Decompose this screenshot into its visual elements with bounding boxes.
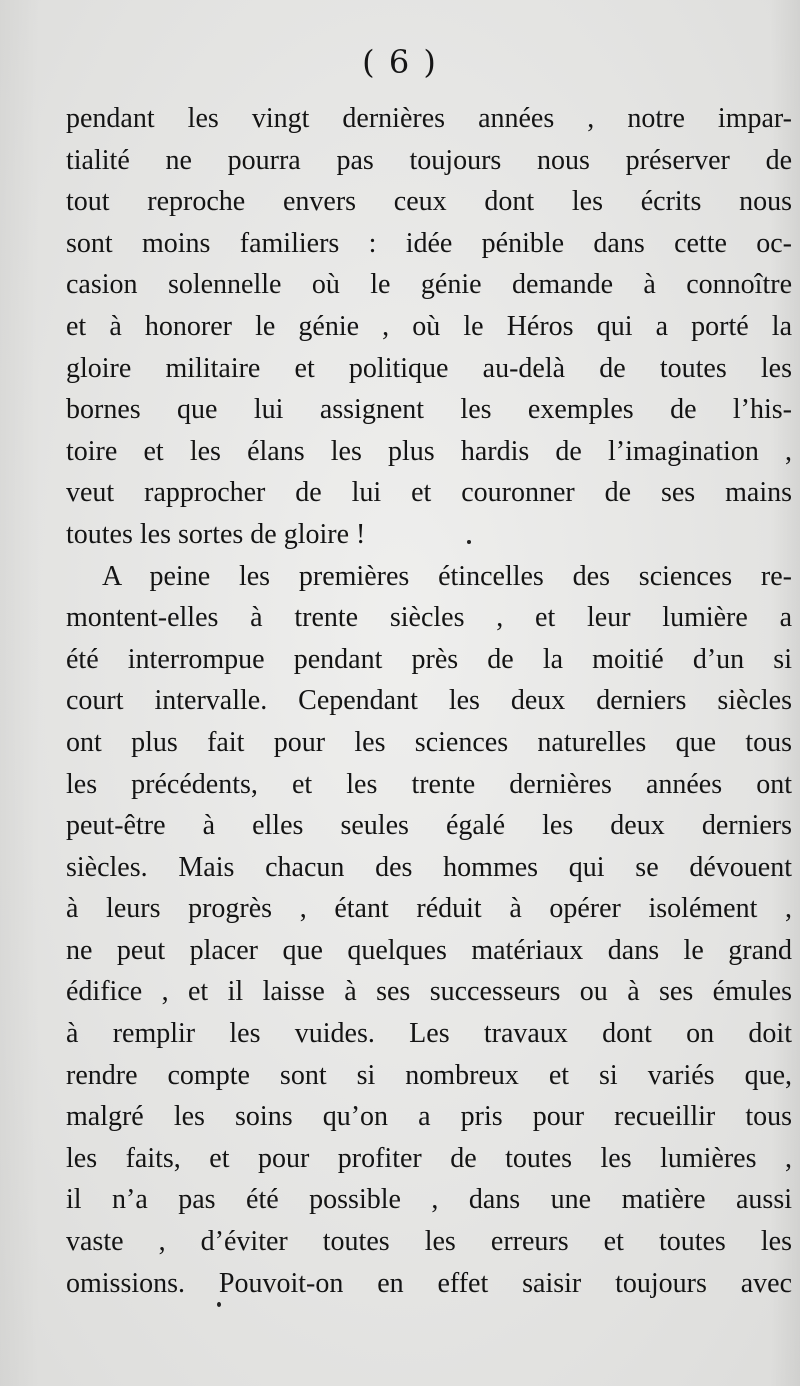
text-line: rendre compte sont si nombreux et si variés que, xyxy=(66,1059,792,1091)
paragraph-1 xyxy=(66,98,792,556)
body-text xyxy=(66,98,792,1304)
page-number: ( 6 ) xyxy=(362,43,438,81)
text-line: A peine les premières étincelles des sciences re- xyxy=(102,560,792,592)
ink-speck xyxy=(217,1302,221,1307)
text-line: édifice , et il laisse à ses successeurs ou à ses émules xyxy=(66,976,792,1008)
text-line: vaste , d’éviter toutes les erreurs et toutes les xyxy=(66,1226,792,1258)
text-line: à remplir les vuides. Les travaux dont on doit xyxy=(66,1018,792,1050)
text-line: siècles. Mais chacun des hommes qui se dévouent xyxy=(66,851,792,883)
text-line: gloire militaire et politique au-delà de toutes les xyxy=(66,352,792,384)
text-line: toire et les élans les plus hardis de l’imagination , xyxy=(66,435,792,467)
ink-speck xyxy=(467,540,471,544)
text-line: peut-être à elles seules égalé les deux derniers xyxy=(66,810,792,842)
text-line: les précédents, et les trente dernières années ont xyxy=(66,768,792,800)
text-line: il n’a pas été possible , dans une matière aussi xyxy=(66,1184,792,1216)
text-line: ont plus fait pour les sciences naturelles que tous xyxy=(66,726,792,758)
text-line: sont moins familiers : idée pénible dans cette oc- xyxy=(66,227,792,259)
text-line: casion solennelle où le génie demande à connoître xyxy=(66,269,792,301)
text-line: tout reproche envers ceux dont les écrits nous xyxy=(66,186,792,218)
text-line: ne peut placer que quelques matériaux dans le grand xyxy=(66,934,792,966)
text-line: omissions. Pouvoit-on en effet saisir toujours avec xyxy=(66,1267,792,1299)
text-line: montent-elles à trente siècles , et leur lumière a xyxy=(66,602,792,634)
text-line: tialité ne pourra pas toujours nous préserver de xyxy=(66,144,792,176)
text-line: été interrompue pendant près de la moitié d’un si xyxy=(66,643,792,675)
text-line: toutes les sortes de gloire ! xyxy=(66,518,366,550)
text-line: court intervalle. Cependant les deux derniers siècles xyxy=(66,685,792,717)
text-line: pendant les vingt dernières années , notre impar- xyxy=(66,103,792,134)
text-line: malgré les soins qu’on a pris pour recueillir tous xyxy=(66,1101,792,1133)
text-line: et à honorer le génie , où le Héros qui a porté la xyxy=(66,310,792,342)
paragraph-2 xyxy=(66,556,792,1305)
text-line: à leurs progrès , étant réduit à opérer isolément , xyxy=(66,893,792,925)
text-line: veut rapprocher de lui et couronner de ses mains xyxy=(66,477,792,509)
text-line: bornes que lui assignent les exemples de l’his- xyxy=(66,394,792,426)
text-line: les faits, et pour profiter de toutes les lumières , xyxy=(66,1142,792,1174)
